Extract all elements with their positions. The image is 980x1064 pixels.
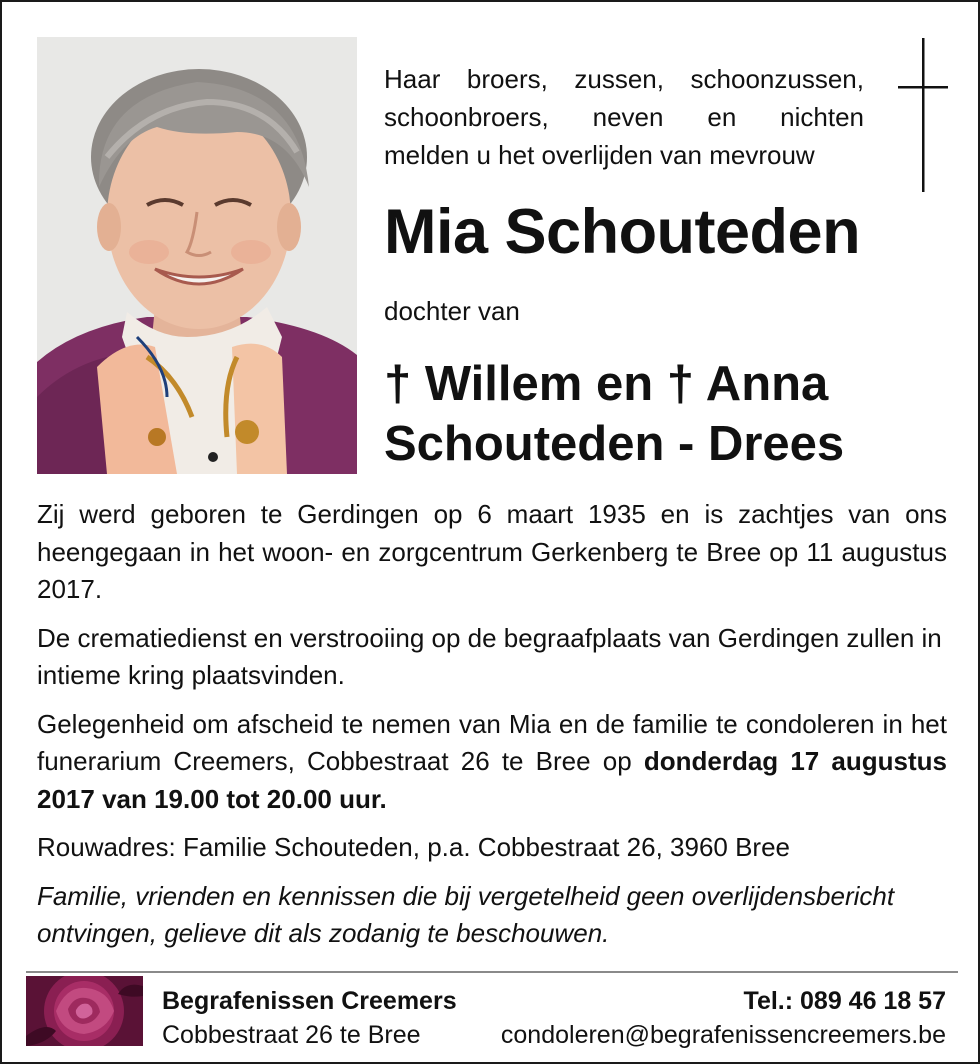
visitation-intro: Gelegenheid om afscheid te nemen van Mia en de familie te condoleren in het funerarium Creemers, Cobbestraat 26 te Bree op [37,708,947,776]
funeral-home-contact [501,984,946,1052]
parents-names [384,354,964,474]
birth-death-paragraph: Zij werd geboren te Gerdingen op 6 maart 1935 en is zachtjes van ons heengegaan in het woon- en zorgcentrum Gerkenberg te Bree op 11 augustus 2017. [37,499,947,604]
condolence-email[interactable]: condoleren@begrafenissencreemers.be [500,1021,946,1049]
ceremony-paragraph: De crematiedienst en verstrooiing op de begraafplaats van Gerdingen zullen in intieme kring plaatsvinden. [37,622,942,690]
intro-line: Haar broers, zussen, schoonzussen, [384,64,864,94]
intro-line: melden u het overlijden van mevrouw [384,140,815,170]
cross-icon [898,38,948,192]
parents-line: Schouteden - Drees [384,417,845,471]
funeral-home-name: Begrafenissen Creemers [162,987,457,1015]
phone-number: Tel.: 089 46 18 57 [743,987,946,1015]
parents-line: † Willem en † Anna [384,357,829,411]
visitation-paragraph [37,706,947,819]
notice-body [37,496,947,964]
funeral-home-info [162,984,457,1052]
intro-line: schoonbroers, neven en nichten [384,102,864,132]
intro-text [384,60,864,174]
portrait-photo [37,37,357,474]
visitation-time: donderdag 17 augustus 2017 van 19.00 tot 20.00 uur. [37,746,947,814]
deceased-name: Mia Schouteden [384,197,861,267]
closing-note: Familie, vrienden en kennissen die bij vergetelheid geen overlijdensbericht ontvingen, gelieve dit als zodanig te beschouwen. [37,880,895,948]
footer-divider [26,971,958,973]
mourning-address: Rouwadres: Familie Schouteden, p.a. Cobbestraat 26, 3960 Bree [37,832,791,862]
rose-image [26,976,143,1046]
funeral-home-address: Cobbestraat 26 te Bree [162,1021,421,1049]
daughter-of-label: dochter van [384,296,520,326]
